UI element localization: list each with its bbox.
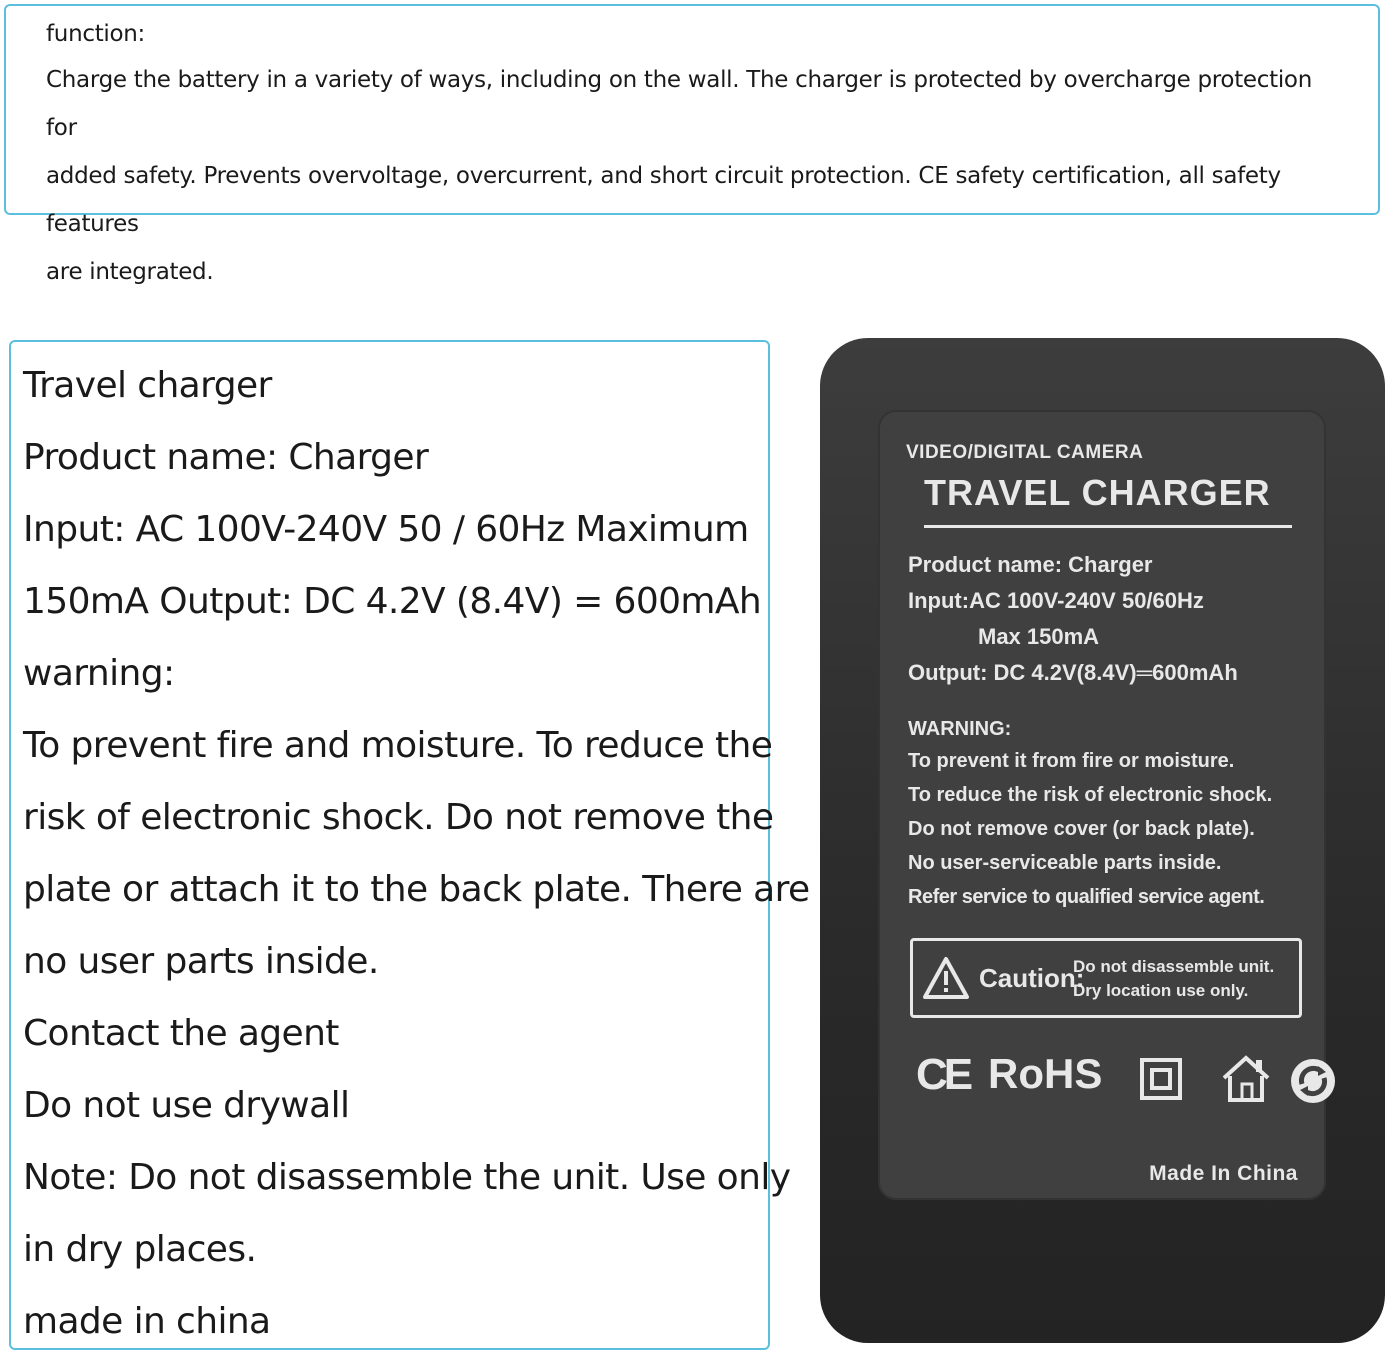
charger-label-panel <box>878 410 1326 1200</box>
caution-box <box>910 938 1302 1018</box>
caution-word: Caution: <box>979 963 1085 993</box>
spec-line: risk of electronic shock. Do not remove the <box>23 797 774 838</box>
charger-product-image <box>820 338 1385 1343</box>
spec-line: Travel charger <box>23 365 272 406</box>
warning-triangle-icon <box>921 955 971 1001</box>
label-spec-line: Max 150mA <box>978 624 1100 649</box>
label-spec-line: Output: DC 4.2V(8.4V)═600mAh <box>908 660 1238 685</box>
function-line: are integrated. <box>46 259 214 285</box>
caution-text <box>1073 955 1274 1003</box>
double-insulation-icon <box>1140 1058 1182 1100</box>
spec-line: Contact the agent <box>23 1013 339 1054</box>
function-description-box <box>4 4 1380 285</box>
spec-line: 150mA Output: DC 4.2V (8.4V) = 600mAh <box>23 581 762 622</box>
spec-line: plate or attach it to the back plate. There are <box>23 869 810 910</box>
spec-line: Note: Do not disassemble the unit. Use only <box>23 1157 791 1198</box>
label-spec-line: Product name: Charger <box>908 552 1153 577</box>
recycle-icon <box>1288 1056 1338 1106</box>
spec-line: Input: AC 100V-240V 50 / 60Hz Maximum <box>23 509 749 550</box>
label-warning-line: To reduce the risk of electronic shock. <box>908 784 1273 806</box>
spec-line: made in china <box>23 1301 271 1342</box>
title-underline <box>924 525 1292 528</box>
label-spec-line: Input:AC 100V-240V 50/60Hz <box>908 588 1204 613</box>
function-line: Charge the battery in a variety of ways, including on the wall. The charger is protected by overcharge protection for <box>46 67 1312 141</box>
label-warning-title: WARNING: <box>908 718 1012 740</box>
spec-line: Product name: Charger <box>23 437 429 478</box>
spec-line: Do not use drywall <box>23 1085 350 1126</box>
caution-line: Do not disassemble unit. <box>1073 957 1275 976</box>
made-in-label: Made In China <box>1149 1162 1298 1185</box>
function-line: added safety. Prevents overvoltage, overcurrent, and short circuit protection. CE safety certification, all safety features <box>46 163 1281 237</box>
label-warning-line: To prevent it from fire or moisture. <box>908 750 1235 772</box>
spec-description-box <box>9 340 810 1350</box>
function-label: function: <box>46 21 146 47</box>
spec-line: To prevent fire and moisture. To reduce the <box>23 725 773 766</box>
label-title: TRAVEL CHARGER <box>924 472 1271 513</box>
rohs-mark: RoHS <box>988 1050 1103 1097</box>
ce-mark: CE <box>916 1050 970 1099</box>
label-warning-line: No user-serviceable parts inside. <box>908 852 1222 874</box>
indoor-use-icon <box>1218 1054 1274 1104</box>
spec-line: warning: <box>23 653 175 694</box>
label-warning-line: Refer service to qualified service agent. <box>908 886 1265 908</box>
caution-line: Dry location use only. <box>1073 981 1249 1000</box>
spec-line: in dry places. <box>23 1229 257 1270</box>
label-subtitle: VIDEO/DIGITAL CAMERA <box>906 442 1144 463</box>
label-warning-line: Do not remove cover (or back plate). <box>908 818 1255 840</box>
spec-line: no user parts inside. <box>23 941 379 982</box>
